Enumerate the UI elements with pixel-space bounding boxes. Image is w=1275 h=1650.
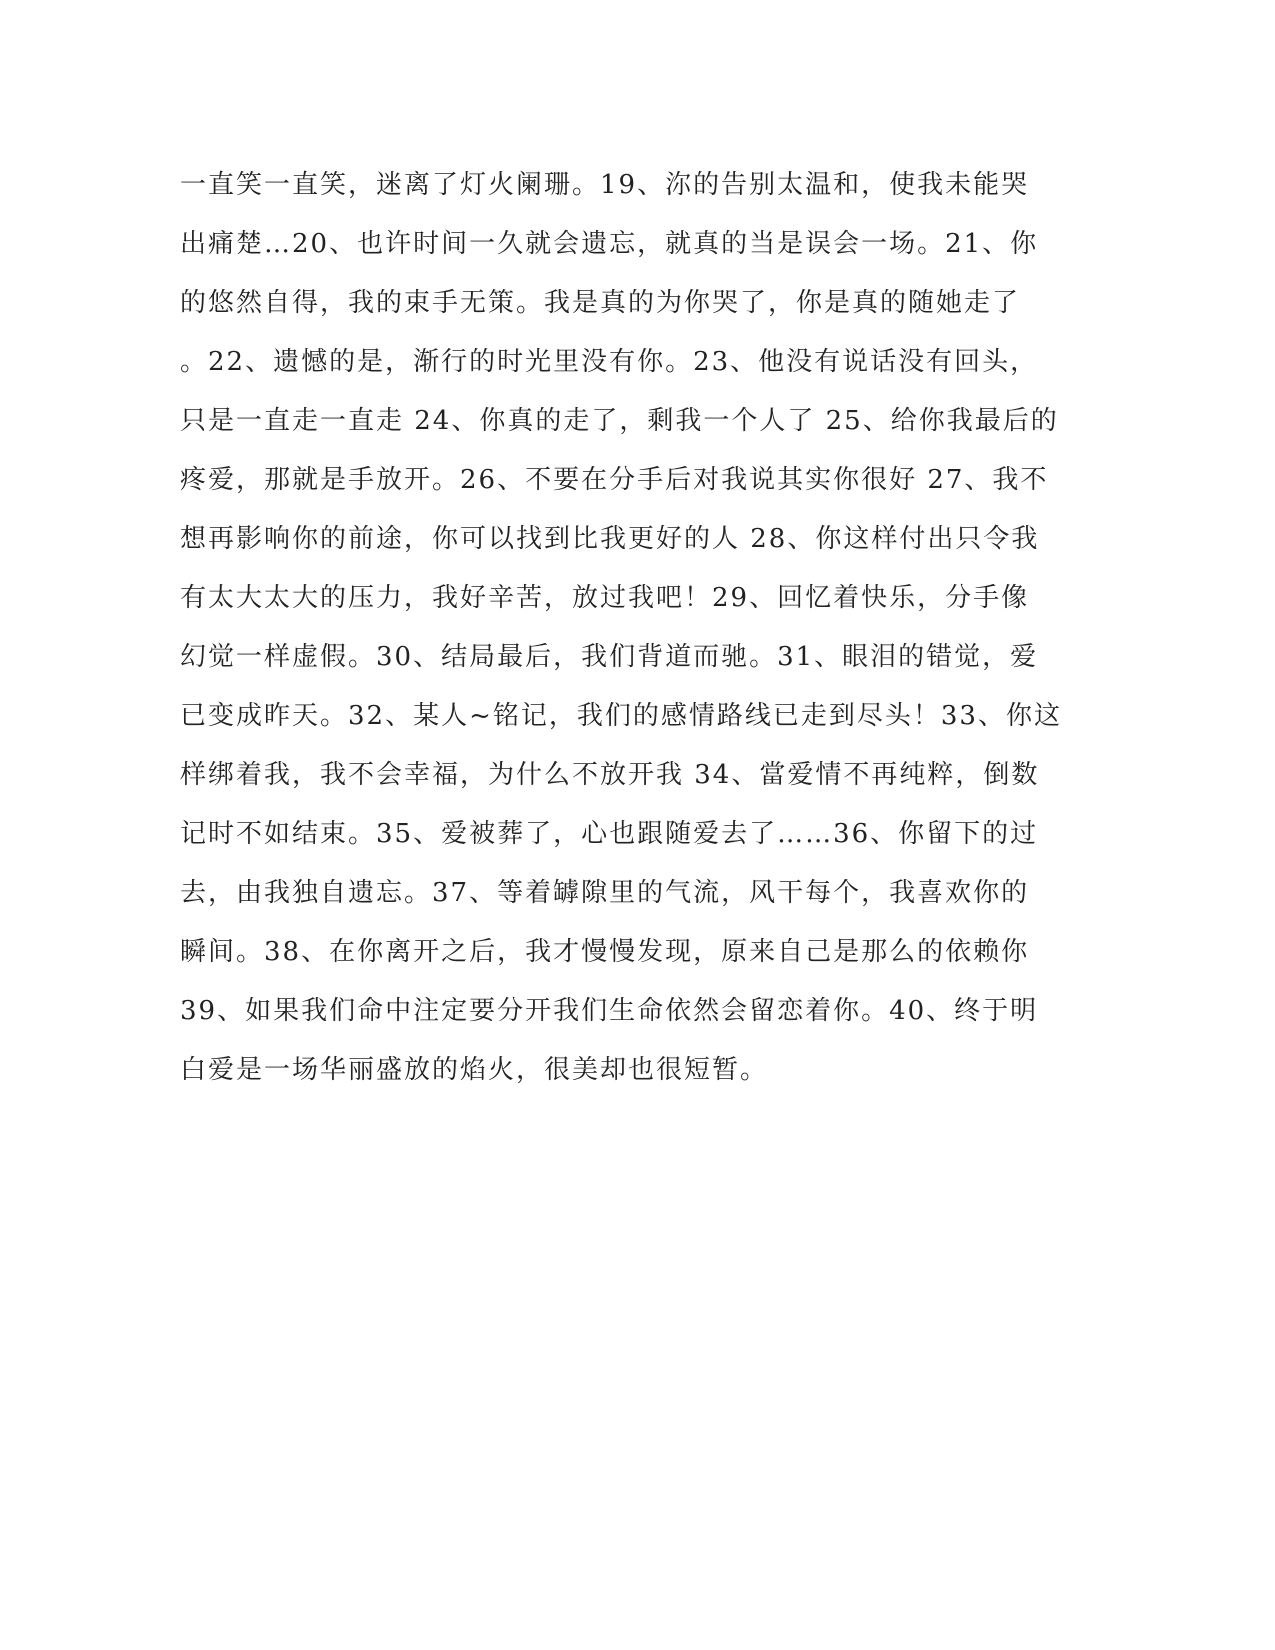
text-line: 幻觉一样虚假。30、结局最后，我们背道而驰。31、眼泪的错觉，爱 xyxy=(180,642,1039,672)
text-line: 已变成昨天。32、某人~铭记，我们的感情路线已走到尽头！33、你这 xyxy=(180,701,1062,731)
text-line: 一直笑一直笑，迷离了灯火阑珊。19、沵的告别太温和，使我未能哭 xyxy=(180,170,1030,200)
text-line: 有太大太大的压力，我好辛苦，放过我吧！29、回忆着快乐，分手像 xyxy=(180,583,1030,613)
text-line: 想再影响你的前途，你可以找到比我更好的人 28、你这样付出只令我 xyxy=(180,524,1040,554)
text-line: 记时不如结束。35、爱被葬了，心也跟随爱去了……36、你留下的过 xyxy=(180,819,1039,849)
text-line: 瞬间。38、在你离开之后，我才慢慢发现，原来自己是那么的依赖你 xyxy=(180,937,1030,967)
text-line: 。22、遗憾的是，渐行的时光里没有你。23、他没有说话没有回头， xyxy=(180,347,1039,377)
body-text xyxy=(180,156,1062,1100)
text-line: 只是一直走一直走 24、你真的走了，剩我一个人了 25、给你我最后的 xyxy=(180,406,1059,436)
text-line: 疼爱，那就是手放开。26、不要在分手后对我说其实你很好 27、我不 xyxy=(180,465,1049,495)
text-line: 样绑着我，我不会幸福，为什么不放开我 34、當爱情不再纯粹，倒数 xyxy=(180,760,1040,790)
text-line: 白爱是一场华丽盛放的焰火，很美却也很短暂。 xyxy=(180,1055,769,1085)
text-line: 39、如果我们命中注定要分开我们生命依然会留恋着你。40、终于明 xyxy=(180,996,1039,1026)
text-line: 的悠然自得，我的束手无策。我是真的为你哭了，你是真的随她走了 xyxy=(180,288,1021,318)
text-line: 出痛楚…20、也许时间一久就会遗忘，就真的当是误会一场。21、你 xyxy=(180,229,1039,259)
text-line: 去，由我独自遗忘。37、等着罅隙里的气流，风干每个，我喜欢你的 xyxy=(180,878,1030,908)
